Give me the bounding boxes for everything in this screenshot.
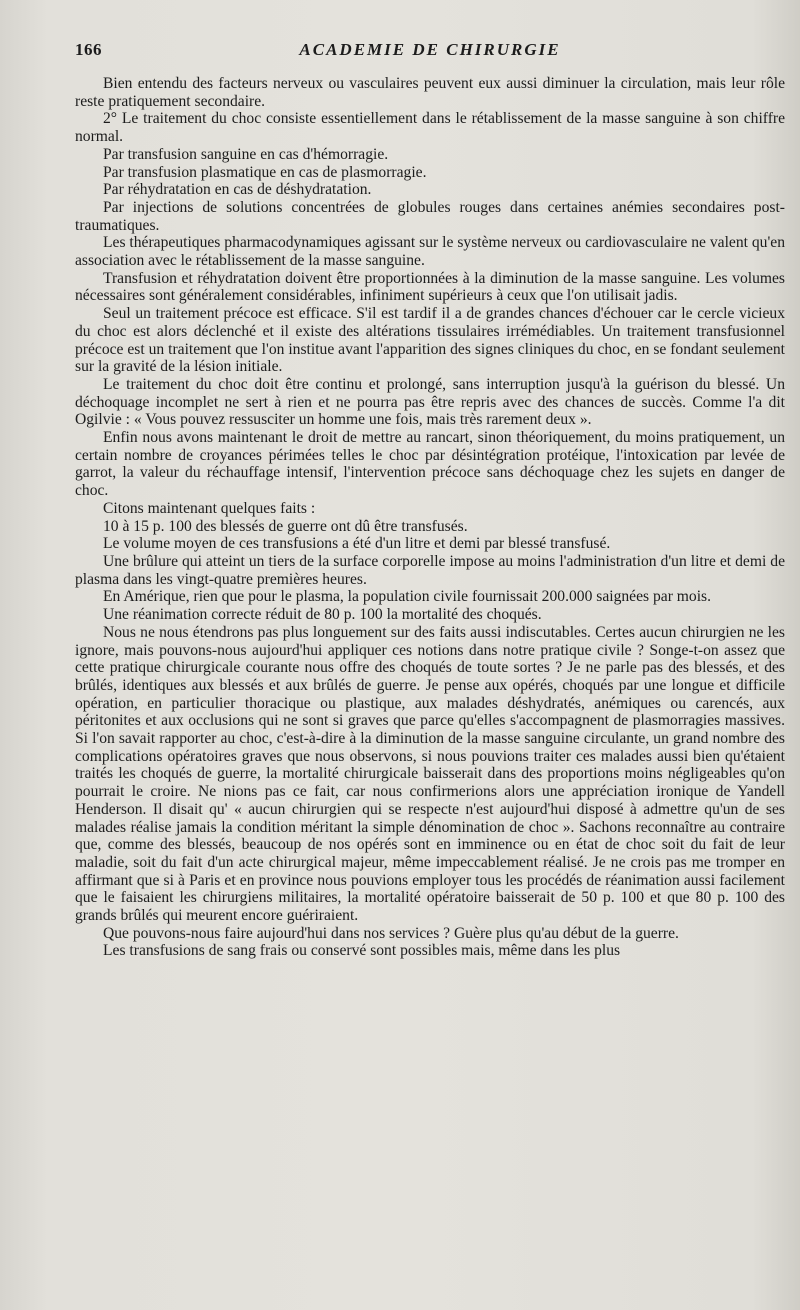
paragraph: Enfin nous avons maintenant le droit de mettre au rancart, sinon théoriquement, du moins pratiquement, un certain nombre de croyances périmées telles le choc par désintégration protéique, l'intoxication par levée de garrot, la valeur du réchauffage intensif, l'intervention précoce sans déchoquage chez les sujets en danger de choc. bbox=[75, 429, 785, 500]
running-title: ACADEMIE DE CHIRURGIE bbox=[299, 40, 561, 59]
paragraph: Par injections de solutions concentrées de globules rouges dans certaines anémies secondaires post-traumatiques. bbox=[75, 198, 785, 234]
paragraph: Une réanimation correcte réduit de 80 p. 100 la mortalité des choqués. bbox=[103, 606, 542, 624]
paragraph: 2° Le traitement du choc consiste essentiellement dans le rétablissement de la masse sanguine à son chiffre normal. bbox=[75, 110, 785, 146]
paragraph: Les transfusions de sang frais ou conservé sont possibles mais, même dans les plus bbox=[103, 942, 621, 960]
page-header bbox=[75, 40, 785, 62]
paragraph: Le traitement du choc doit être continu et prolongé, sans interruption jusqu'à la guérison du blessé. Un déchoquage incomplet ne sert à rien et ne pourra pas être repris avec des chances de succès. Comme l'a dit Ogilvie : « Vous pouvez ressusciter un homme une fois, mais très rarement deux ». bbox=[75, 375, 785, 429]
paragraph: Citons maintenant quelques faits : bbox=[103, 499, 316, 517]
paragraph: Les thérapeutiques pharmacodynamiques agissant sur le système nerveux ou cardiovasculaire ne valent qu'en association avec le rétablissement de la masse sanguine. bbox=[75, 234, 785, 270]
paragraph: Une brûlure qui atteint un tiers de la surface corporelle impose au moins l'administration d'un litre et demi de plasma dans les vingt-quatre premières heures. bbox=[75, 552, 785, 588]
paragraph: Transfusion et réhydratation doivent être proportionnées à la diminution de la masse sanguine. Les volumes nécessaires sont généralement considérables, infiniment supérieurs à ceux que l'on utilisait jadis. bbox=[75, 269, 785, 305]
paragraph: Nous ne nous étendrons pas plus longuement sur des faits aussi indiscutables. Certes aucun chirurgien ne les ignore, mais pouvons-nous aujourd'hui appliquer ces notions dans notre pratique civile ? Songe-t-on assez que cette pratique chirurgicale courante nous offre des choqués de toute sortes ? Je ne parle pas des blessés, et des brûlés, identiques aux blessés et aux brûlés de guerre. Je pense aux opérés, choqués par une longue et difficile opération, en particulier thoracique ou plastique, aux malades déshydratés, anémiques ou carencés, aux péritonites et aux occlusions qui ne sont si graves que parce qu'elles s'accompagnent de plasmorragies massives. Si l'on savait rapporter au choc, c'est-à-dire à la diminution de la masse sanguine circulante, un grand nombre des complications opératoires graves que nous observons, si nous pouvions traiter ces malades aussi bien qu'étaient traités les choqués de guerre, la mortalité chirurgicale baisserait dans des proportions moins négligeables qu'on pourrait le croire. Ne nions pas ce fait, car nous confirmerions alors une appréciation ironique de Yandell Henderson. Il disait qu' « aucun chirurgien qui se respecte n'est aujourd'hui disposé à admettre qu'un de ses malades réalise jamais la condition méritant la simple dénomination de choc ». Sachons reconnaître au contraire que, comme des blessés, beaucoup de nos opérés sont en imminence ou en état de choc soit du fait de leur maladie, soit du fait d'un acte chirurgical majeur, même impeccablement réalisé. Je ne crois pas me tromper en affirmant que si à Paris et en province nous pouvions employer tous les procédés de réanimation aussi facilement que le faisaient les chirurgiens militaires, la mortalité opératoire baisserait de 50 p. 100 et que 80 p. 100 des grands brûlés qui meurent encore guériraient. bbox=[75, 623, 785, 925]
paragraph: Seul un traitement précoce est efficace. S'il est tardif il a de grandes chances d'échouer car le cercle vicieux du choc est alors déclenché et il existe des altérations tissulaires irrémédiables. Un traitement transfusionnel précoce est un traitement que l'on institue avant l'apparition des signes cliniques du choc, en se fondant seulement sur la gravité de la lésion initiale. bbox=[75, 305, 785, 376]
paragraph: Par transfusion plasmatique en cas de plasmorragie. bbox=[103, 163, 427, 181]
paragraph: En Amérique, rien que pour le plasma, la population civile fournissait 200.000 saignées par mois. bbox=[103, 588, 712, 606]
body-text bbox=[75, 75, 785, 960]
paragraph: 10 à 15 p. 100 des blessés de guerre ont dû être transfusés. bbox=[103, 517, 468, 535]
page-number: 166 bbox=[75, 40, 102, 59]
paragraph: Bien entendu des facteurs nerveux ou vasculaires peuvent eux aussi diminuer la circulation, mais leur rôle reste pratiquement secondaire. bbox=[75, 75, 785, 110]
paragraph: Par transfusion sanguine en cas d'hémorragie. bbox=[103, 145, 389, 163]
paragraph: Par réhydratation en cas de déshydratation. bbox=[103, 181, 372, 199]
paragraph: Le volume moyen de ces transfusions a été d'un litre et demi par blessé transfusé. bbox=[103, 535, 611, 553]
paragraph: Que pouvons-nous faire aujourd'hui dans nos services ? Guère plus qu'au début de la guerre. bbox=[103, 924, 679, 942]
